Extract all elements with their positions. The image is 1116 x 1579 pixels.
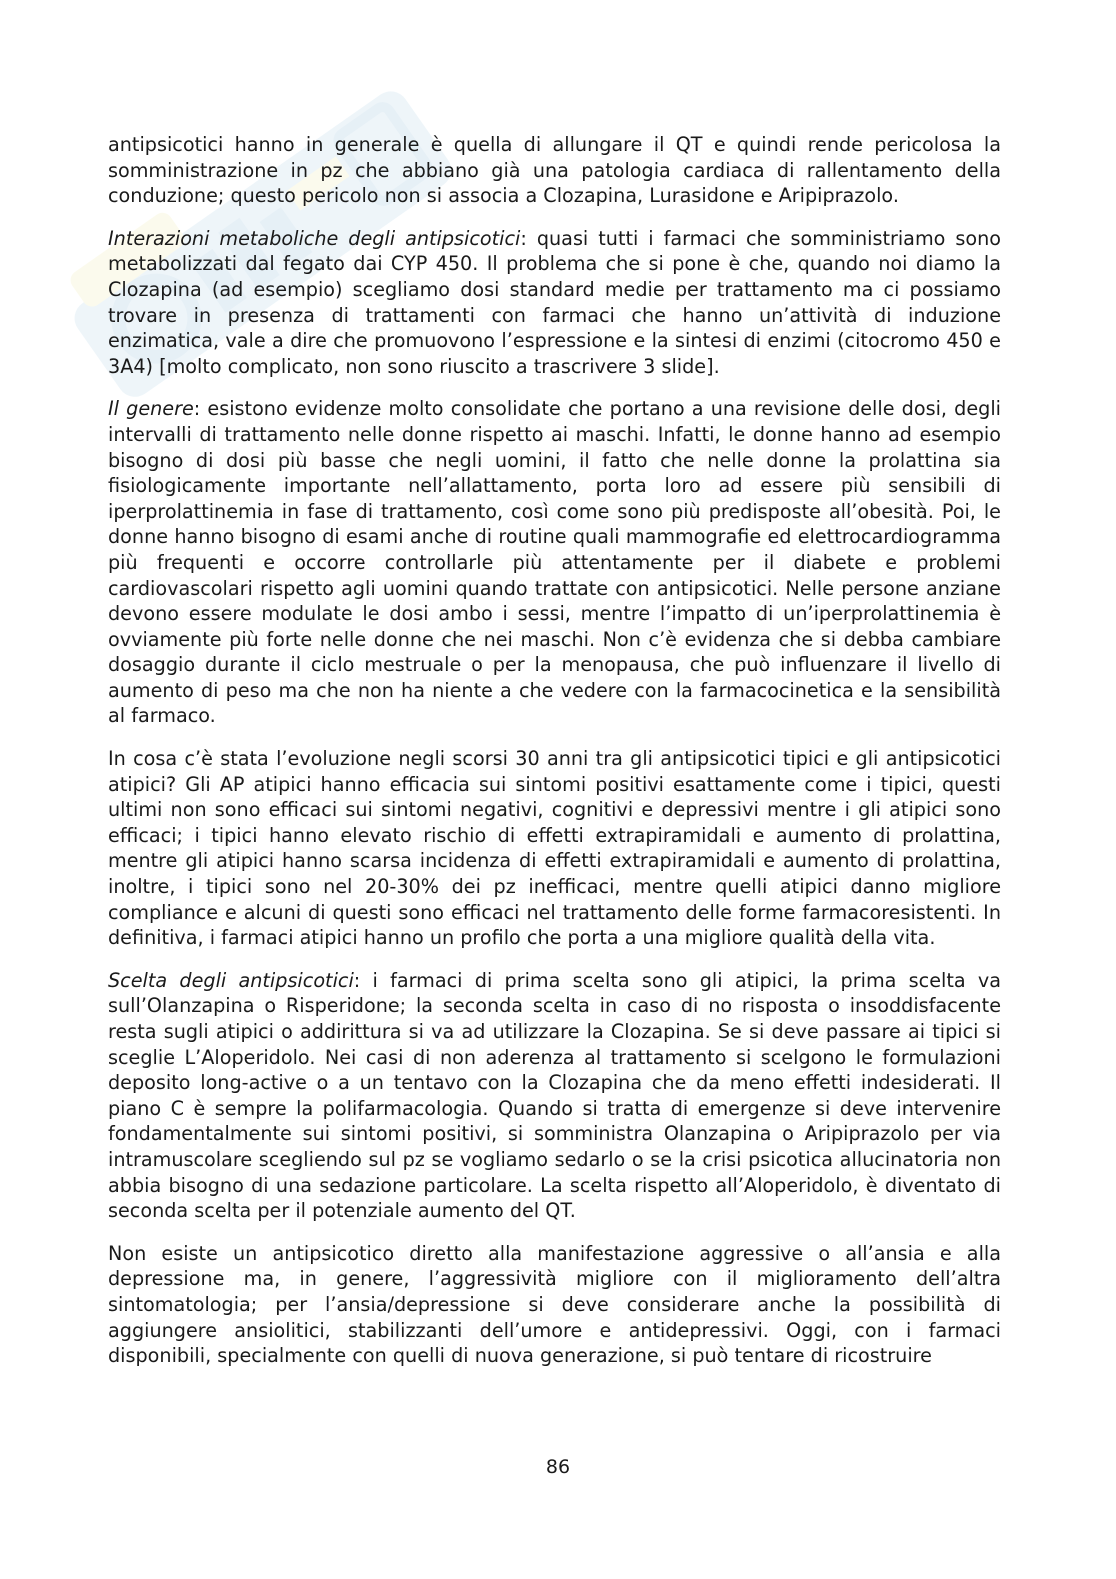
paragraph-text: Non esiste un antipsicotico diretto alla manifestazione aggressive o all’ansia e alla depressione ma, in genere, l’aggressività migliore con il miglioramento dell’altra sintomatologia; per l’ansia/depressione si deve considerare anche la possibilità di aggiungere ansiolitici, stabilizzanti dell’umore e antidepressivi. Oggi, con i farmaci disponibili, specialmente con quelli di nuova generazione, si può tentare di ricostruire xyxy=(108,1241,1001,1368)
page-number: 86 xyxy=(545,1456,571,1478)
paragraph-lead: Il genere xyxy=(108,397,194,421)
paragraph-text: : i farmaci di prima scelta sono gli atipici, la prima scelta va sull’Olanzapina o Risperidone; la seconda scelta in caso di no risposta o insoddisfacente resta sugli atipici o addirittura si va ad utilizzare la Clozapina. Se si deve passare ai tipici si sceglie L’Aloperidolo. Nei casi di non aderenza al trattamento si scelgono le formulazioni deposito long-active o a un tentavo con la Clozapina che da meno effetti indesiderati. Il piano C è sempre la polifarmacologia. Quando si tratta di emergenze si deve intervenire fondamentalmente sui sintomi positivi, si somministra Olanzapina o Aripiprazolo per via intramuscolare scegliendo sul pz se vogliamo sedarlo o se la crisi psicotica allucinatoria non abbia bisogno di una sedazione particolare. La scelta rispetto all’Aloperidolo, è diventato di seconda scelta per il potenziale aumento del QT. xyxy=(108,968,1001,1223)
paragraph-lead: Scelta degli antipsicotici xyxy=(108,968,354,992)
paragraph-choice-of-antipsychotics xyxy=(108,968,1001,1224)
paragraph-aggression-anxiety xyxy=(108,1241,1001,1369)
paragraph-lead: Interazioni metaboliche degli antipsicotici xyxy=(108,226,521,250)
paragraph-text: : quasi tutti i farmaci che somministriamo sono metabolizzati dal fegato dai CYP 450. Il problema che si pone è che, quando noi diamo la Clozapina (ad esempio) scegliamo dosi standard medie per trattamento ma ci possiamo trovare in presenza di trattamenti con farmaci che hanno un’attività di induzione enzimatica, vale a dire che promuovono l’espressione e la sintesi di enzimi (citocromo 450 e 3A4) [molto complicato, non sono riuscito a trascrivere 3 slide]. xyxy=(108,226,1001,378)
paragraph-metabolic-interactions xyxy=(108,226,1001,380)
paragraph-qt-prolongation xyxy=(108,132,1001,209)
paragraph-text: : esistono evidenze molto consolidate che portano a una revisione delle dosi, degli intervalli di trattamento nelle donne rispetto ai maschi. Infatti, le donne hanno ad esempio bisogno di dosi più basse che negli uomini, il fatto che nelle donne la prolattina sia fisiologicamente importante nell’allattamento, porta loro ad essere più sensibili di iperprolattinemia in fase di trattamento, così come sono più predisposte all’obesità. Poi, le donne hanno bisogno di esami anche di routine quali mammografie ed elettrocardiogramma più frequenti e occorre controllarle più attentamente per il diabete e problemi cardiovascolari rispetto agli uomini quando trattate con antipsicotici. Nelle persone anziane devono essere modulate le dosi ambo i sessi, mentre l’impatto di un’iperprolattinemia è ovviamente più forte nelle donne che nei maschi. Non c’è evidenza che si debba cambiare dosaggio durante il ciclo mestruale o per la menopausa, che può influenzare il livello di aumento di peso ma che non ha niente a che vedere con la farmacocinetica e la sensibilità al farmaco. xyxy=(108,397,1001,728)
document-body xyxy=(108,132,1001,1386)
paragraph-typical-vs-atypical xyxy=(108,746,1001,951)
paragraph-gender xyxy=(108,396,1001,729)
paragraph-text: In cosa c’è stata l’evoluzione negli scorsi 30 anni tra gli antipsicotici tipici e gli antipsicotici atipici? Gli AP atipici hanno efficacia sui sintomi positivi esattamente come i tipici, questi ultimi non sono efficaci sui sintomi negativi, cognitivi e depressivi mentre i gli atipici sono efficaci; i tipici hanno elevato rischio di effetti extrapiramidali e aumento di prolattina, mentre gli atipici hanno scarsa incidenza di effetti extrapiramidali e aumento di prolattina, inoltre, i tipici sono nel 20-30% dei pz inefficaci, mentre quelli atipici danno migliore compliance e alcuni di questi sono efficaci nel trattamento delle forme farmacoresistenti. In definitiva, i farmaci atipici hanno un profilo che porta a una migliore qualità della vita. xyxy=(108,747,1001,950)
paragraph-text: antipsicotici hanno in generale è quella di allungare il QT e quindi rende pericolosa la somministrazione in pz che abbiano già una patologia cardiaca di rallentamento della conduzione; questo pericolo non si associa a Clozapina, Lurasidone e Aripiprazolo. xyxy=(108,133,1001,208)
